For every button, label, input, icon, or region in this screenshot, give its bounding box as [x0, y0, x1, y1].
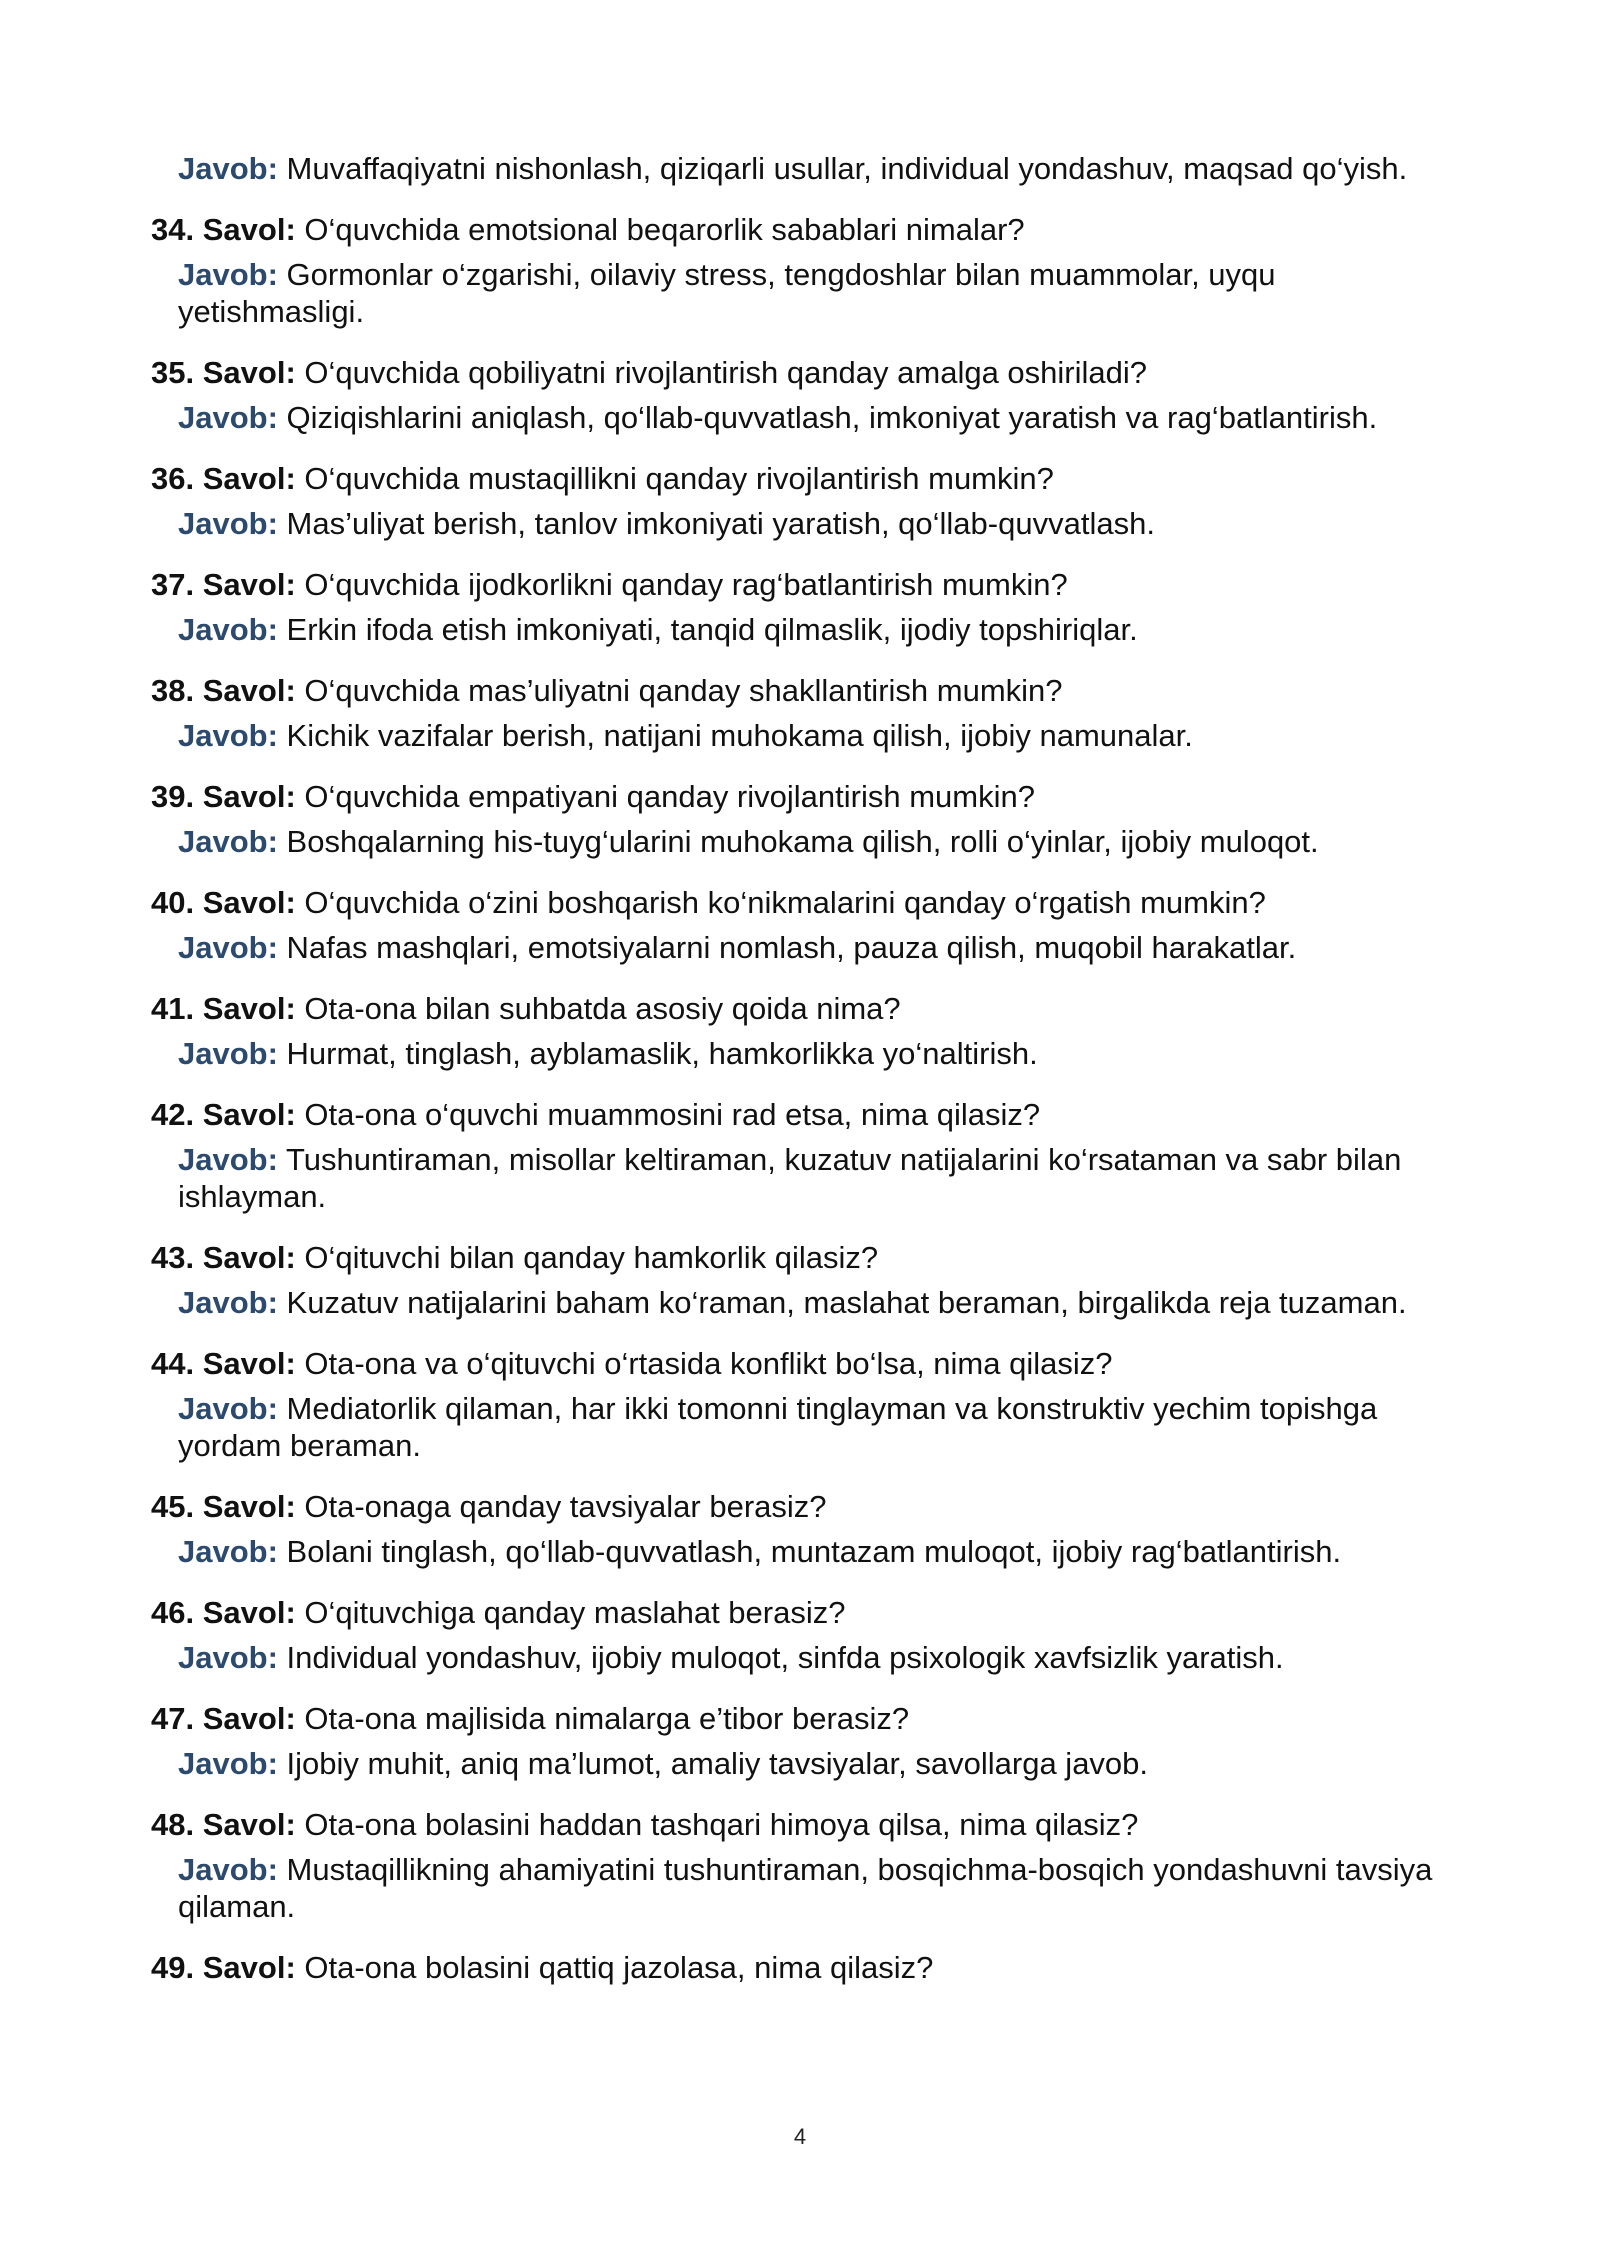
- question-text: O‘quvchida o‘zini boshqarish ko‘nikmalarini qanday o‘rgatish mumkin?: [295, 885, 1266, 920]
- answer-text: Individual yondashuv, ijobiy muloqot, sinfda psixologik xavfsizlik yaratish.: [277, 1640, 1284, 1675]
- question-text: O‘quvchida emotsional beqarorlik sabablari nimalar?: [295, 212, 1025, 247]
- answer-text: Muvaffaqiyatni nishonlash, qiziqarli usullar, individual yondashuv, maqsad qo‘yish.: [277, 151, 1408, 186]
- question-label: Savol:: [202, 1701, 296, 1736]
- question-number: 46.: [151, 1595, 195, 1630]
- answer-text: Mediatorlik qilaman, har ikki tomonni tinglayman va konstruktiv yechim topishga yordam beraman.: [178, 1391, 1378, 1463]
- question: [151, 1345, 1451, 1382]
- answer-text: Gormonlar o‘zgarishi, oilaviy stress, tengdoshlar bilan muammolar, uyqu yetishmasligi.: [178, 257, 1276, 329]
- answer: [178, 1639, 1451, 1676]
- answer-text: Mustaqillikning ahamiyatini tushuntiraman, bosqichma-bosqich yondashuvni tavsiya qilaman.: [178, 1852, 1433, 1924]
- question-number: 44.: [151, 1346, 195, 1381]
- question-text: Ota-ona o‘quvchi muammosini rad etsa, nima qilasiz?: [295, 1097, 1041, 1132]
- question-number: 48.: [151, 1807, 195, 1842]
- answer-label: Javob:: [178, 1534, 278, 1569]
- question-text: O‘quvchida ijodkorlikni qanday rag‘batlantirish mumkin?: [295, 567, 1068, 602]
- qa-item: [151, 778, 1451, 860]
- question-label: Savol:: [202, 212, 296, 247]
- question-label: Savol:: [202, 461, 296, 496]
- question-label: Savol:: [202, 1807, 296, 1842]
- qa-item: [151, 990, 1451, 1072]
- answer-label: Javob:: [178, 718, 278, 753]
- qa-item: [151, 1594, 1451, 1676]
- question-label: Savol:: [202, 673, 296, 708]
- question-number: 37.: [151, 567, 195, 602]
- answer: [178, 505, 1451, 542]
- question-number: 35.: [151, 355, 195, 390]
- question-text: Ota-onaga qanday tavsiyalar berasiz?: [295, 1489, 827, 1524]
- question-text: Ota-ona va o‘qituvchi o‘rtasida konflikt bo‘lsa, nima qilasiz?: [295, 1346, 1113, 1381]
- question: [151, 672, 1451, 709]
- answer: [178, 1141, 1451, 1215]
- question-text: O‘qituvchi bilan qanday hamkorlik qilasiz?: [295, 1240, 879, 1275]
- question-label: Savol:: [202, 355, 296, 390]
- question: [151, 1239, 1451, 1276]
- qa-item: [151, 354, 1451, 436]
- qa-item: [151, 1806, 1451, 1925]
- qa-item: [151, 1949, 1451, 1986]
- answer: [178, 399, 1451, 436]
- question-text: Ota-ona bolasini haddan tashqari himoya qilsa, nima qilasiz?: [295, 1807, 1139, 1842]
- answer-text: Hurmat, tinglash, ayblamaslik, hamkorlikka yo‘naltirish.: [277, 1036, 1038, 1071]
- answer-label: Javob:: [178, 151, 278, 186]
- question-text: Ota-ona bilan suhbatda asosiy qoida nima?: [295, 991, 901, 1026]
- question: [151, 990, 1451, 1027]
- answer-text: Mas’uliyat berish, tanlov imkoniyati yaratish, qo‘llab-quvvatlash.: [277, 506, 1155, 541]
- question-number: 34.: [151, 212, 195, 247]
- question-text: O‘quvchida qobiliyatni rivojlantirish qanday amalga oshiriladi?: [295, 355, 1148, 390]
- question-number: 38.: [151, 673, 195, 708]
- answer: [178, 611, 1451, 648]
- question-label: Savol:: [202, 779, 296, 814]
- question: [151, 460, 1451, 497]
- answer: [178, 823, 1451, 860]
- answer-text: Qiziqishlarini aniqlash, qo‘llab-quvvatlash, imkoniyat yaratish va rag‘batlantirish.: [277, 400, 1378, 435]
- question-label: Savol:: [202, 1097, 296, 1132]
- answer-text: Tushuntiraman, misollar keltiraman, kuzatuv natijalarini ko‘rsataman va sabr bilan ishlayman.: [178, 1142, 1402, 1214]
- question: [151, 1594, 1451, 1631]
- question: [151, 566, 1451, 603]
- answer: [178, 717, 1451, 754]
- question-number: 40.: [151, 885, 195, 920]
- question-text: O‘quvchida empatiyani qanday rivojlantirish mumkin?: [295, 779, 1035, 814]
- answer-text: Boshqalarning his-tuyg‘ularini muhokama qilish, rolli o‘yinlar, ijobiy muloqot.: [277, 824, 1319, 859]
- question-text: O‘quvchida mustaqillikni qanday rivojlantirish mumkin?: [295, 461, 1054, 496]
- question-text: Ota-ona majlisida nimalarga e’tibor berasiz?: [295, 1701, 910, 1736]
- question: [151, 211, 1451, 248]
- answer: [178, 256, 1451, 330]
- question: [151, 354, 1451, 391]
- answer-label: Javob:: [178, 1391, 278, 1426]
- answer-label: Javob:: [178, 1640, 278, 1675]
- question: [151, 1488, 1451, 1525]
- question-text: O‘quvchida mas’uliyatni qanday shakllantirish mumkin?: [295, 673, 1063, 708]
- question: [151, 1949, 1451, 1986]
- answer-label: Javob:: [178, 824, 278, 859]
- answer: [178, 1533, 1451, 1570]
- answer-label: Javob:: [178, 1036, 278, 1071]
- answer-label: Javob:: [178, 506, 278, 541]
- qa-item: [151, 1239, 1451, 1321]
- answer-label: Javob:: [178, 257, 278, 292]
- answer-label: Javob:: [178, 400, 278, 435]
- question: [151, 1806, 1451, 1843]
- qa-item: [151, 1488, 1451, 1570]
- question-label: Savol:: [202, 1346, 296, 1381]
- answer-text: Nafas mashqlari, emotsiyalarni nomlash, pauza qilish, muqobil harakatlar.: [277, 930, 1297, 965]
- qa-item: [151, 566, 1451, 648]
- answer-label: Javob:: [178, 1142, 278, 1177]
- question-label: Savol:: [202, 1489, 296, 1524]
- answer: [178, 929, 1451, 966]
- answer-label: Javob:: [178, 1852, 278, 1887]
- answer-label: Javob:: [178, 1285, 278, 1320]
- answer-text: Erkin ifoda etish imkoniyati, tanqid qilmaslik, ijodiy topshiriqlar.: [277, 612, 1138, 647]
- answer: [178, 1390, 1451, 1464]
- answer: [178, 1745, 1451, 1782]
- answer: [178, 1035, 1451, 1072]
- answer-label: Javob:: [178, 1746, 278, 1781]
- question-text: Ota-ona bolasini qattiq jazolasa, nima qilasiz?: [295, 1950, 934, 1985]
- question: [151, 1700, 1451, 1737]
- answer-label: Javob:: [178, 930, 278, 965]
- answer: [178, 1284, 1451, 1321]
- qa-item: [151, 1700, 1451, 1782]
- question: [151, 884, 1451, 921]
- qa-list: [151, 150, 1451, 1986]
- qa-item: [151, 1096, 1451, 1215]
- question: [151, 778, 1451, 815]
- question-number: 36.: [151, 461, 195, 496]
- question-number: 45.: [151, 1489, 195, 1524]
- page-number: 4: [793, 2124, 807, 2149]
- qa-item: [151, 211, 1451, 330]
- qa-item: [151, 884, 1451, 966]
- question-number: 39.: [151, 779, 195, 814]
- question-number: 49.: [151, 1950, 195, 1985]
- question-label: Savol:: [202, 885, 296, 920]
- answer-text: Bolani tinglash, qo‘llab-quvvatlash, muntazam muloqot, ijobiy rag‘batlantirish.: [277, 1534, 1342, 1569]
- answer-text: Ijobiy muhit, aniq ma’lumot, amaliy tavsiyalar, savollarga javob.: [277, 1746, 1149, 1781]
- answer-label: Javob:: [178, 612, 278, 647]
- question-label: Savol:: [202, 991, 296, 1026]
- question-label: Savol:: [202, 567, 296, 602]
- answer-text: Kuzatuv natijalarini baham ko‘raman, maslahat beraman, birgalikda reja tuzaman.: [277, 1285, 1407, 1320]
- question: [151, 1096, 1451, 1133]
- qa-item: [151, 460, 1451, 542]
- question-number: 42.: [151, 1097, 195, 1132]
- continued-answer: [178, 150, 1451, 187]
- question-label: Savol:: [202, 1950, 296, 1985]
- answer-text: Kichik vazifalar berish, natijani muhokama qilish, ijobiy namunalar.: [277, 718, 1193, 753]
- answer: [178, 1851, 1451, 1925]
- question-text: O‘qituvchiga qanday maslahat berasiz?: [295, 1595, 846, 1630]
- question-label: Savol:: [202, 1240, 296, 1275]
- question-number: 47.: [151, 1701, 195, 1736]
- question-number: 41.: [151, 991, 195, 1026]
- question-label: Savol:: [202, 1595, 296, 1630]
- qa-item: [151, 672, 1451, 754]
- question-number: 43.: [151, 1240, 195, 1275]
- qa-item: [151, 1345, 1451, 1464]
